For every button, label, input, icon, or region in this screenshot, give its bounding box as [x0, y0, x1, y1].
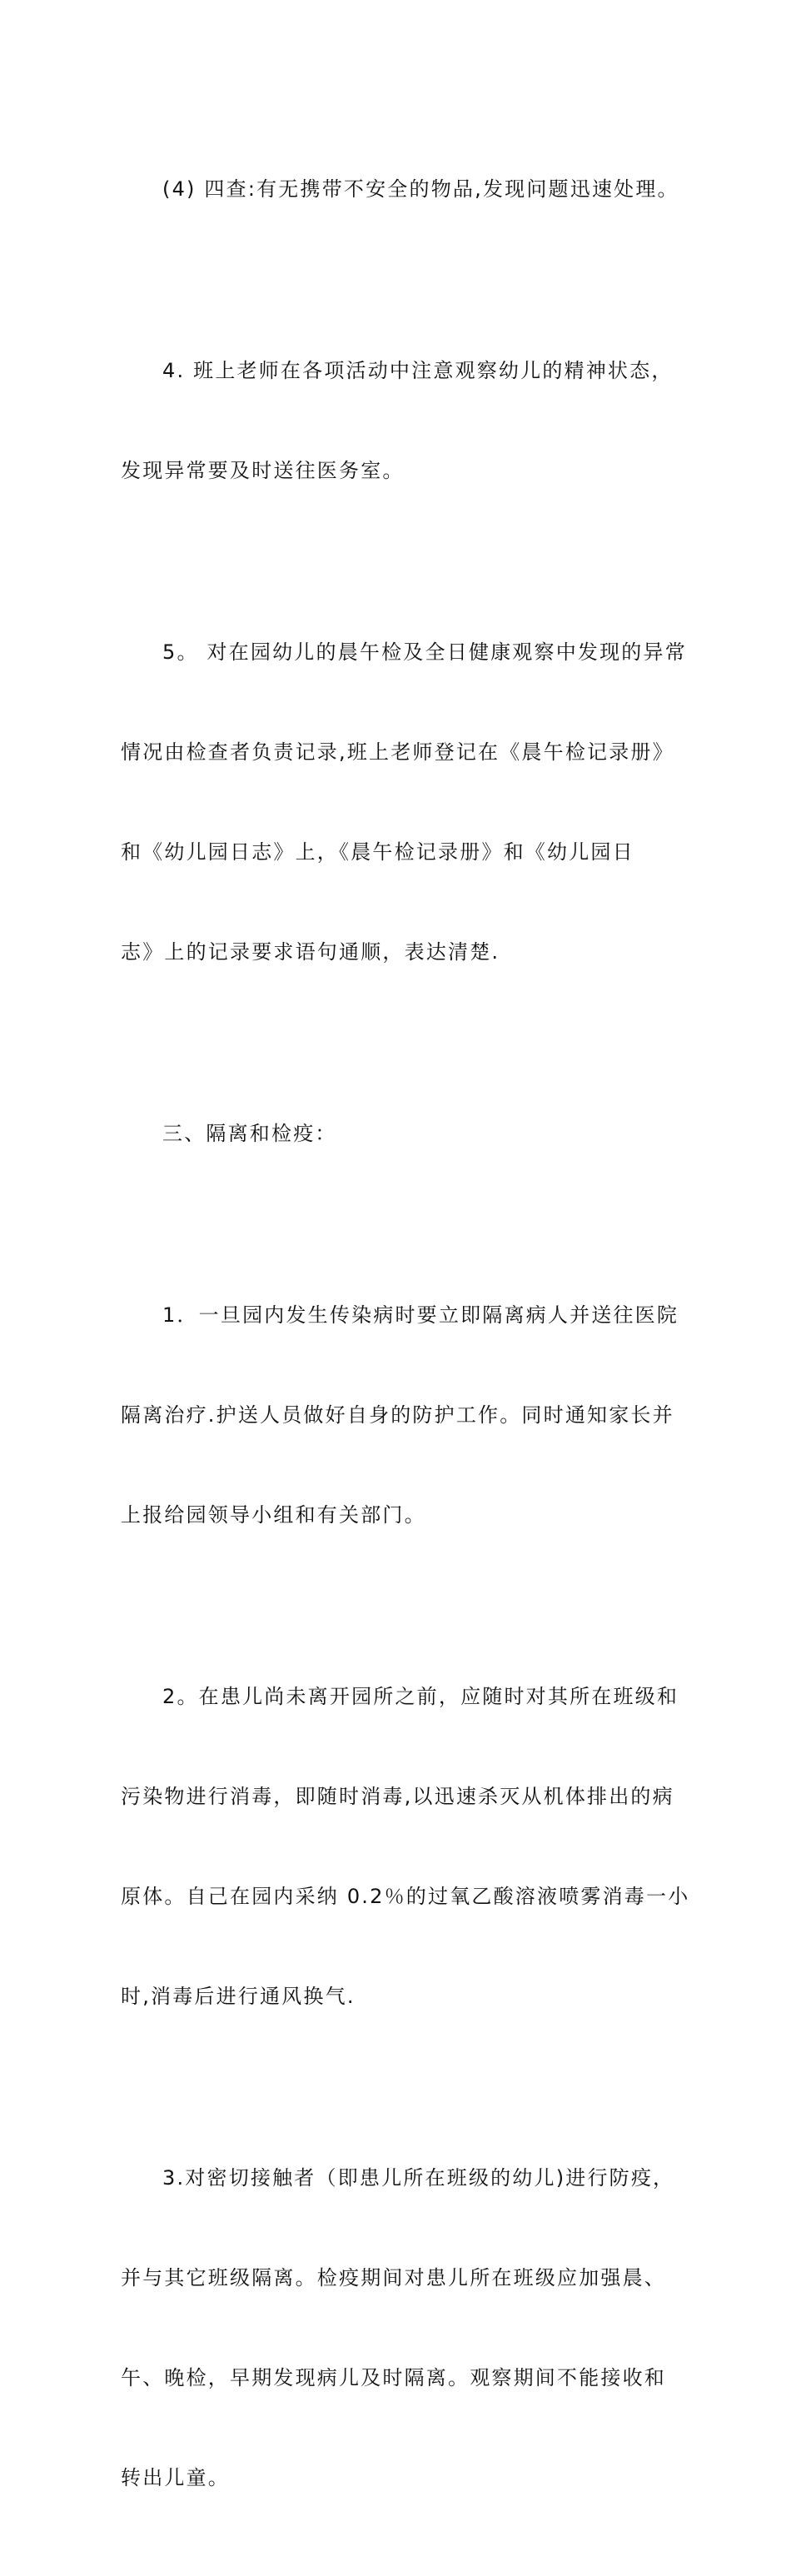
- text-line: 4. 班上老师在各项活动中注意观察幼儿的精神状态，: [162, 359, 674, 382]
- paragraph-record-keeping: [121, 569, 687, 1035]
- text-line: 和《幼儿园日志》上，《晨午检记录册》和《幼儿园日: [121, 840, 634, 864]
- text-line: 3.对密切接触者（即患儿所在班级的幼儿)进行防疫，: [162, 2166, 675, 2190]
- text-line: (4) 四查:有无携带不安全的物品,发现问题迅速处理。: [162, 177, 679, 201]
- text-line: 2。在患儿尚未离开园所之前，应随时对其所在班级和: [162, 1685, 679, 1708]
- paragraph-isolation-step-2: [121, 1613, 690, 2080]
- paragraph-isolation-step-1: [121, 1232, 679, 1598]
- text-line: 1．一旦园内发生传染病时要立即隔离病人并送往医院: [162, 1303, 679, 1327]
- text-line: 发现异常要及时送往医务室。: [121, 459, 405, 482]
- text-line: 志》上的记录要求语句通顺，表达清楚.: [121, 940, 500, 964]
- text-line: 隔离治疗.护送人员做好自身的防护工作。同时通知家长并: [121, 1403, 674, 1427]
- document-body: [121, 106, 690, 2576]
- text-line: 5。 对在园幼儿的晨午检及全日健康观察中发现的异常: [162, 640, 687, 664]
- section-heading-isolation-quarantine: [121, 1050, 674, 1217]
- text-line: 原体。自己在园内采纳 0.2％的过氧乙酸溶液喷雾消毒一小: [121, 1885, 690, 1908]
- text-line: 上报给园领导小组和有关部门。: [121, 1503, 426, 1527]
- text-line: 时,消毒后进行通风换气.: [121, 1985, 356, 2008]
- text-line: 污染物进行消毒，即随时消毒,以迅速杀灭从机体排出的病: [121, 1785, 674, 1808]
- paragraph-morning-check-item-4: [121, 106, 679, 272]
- paragraph-teacher-observation: [121, 287, 674, 554]
- text-line: 午、晚检，早期发现病儿及时隔离。观察期间不能接收和: [121, 2366, 666, 2389]
- text-line: 三、隔离和检疫：: [162, 1122, 337, 1145]
- text-line: 情况由检查者负责记录,班上老师登记在《晨午检记录册》: [121, 740, 674, 764]
- text-line: 并与其它班级隔离。检疫期间对患儿所在班级应加强晨、: [121, 2266, 666, 2290]
- paragraph-isolation-step-3: [121, 2095, 674, 2561]
- text-line: 转出儿童。: [121, 2466, 230, 2489]
